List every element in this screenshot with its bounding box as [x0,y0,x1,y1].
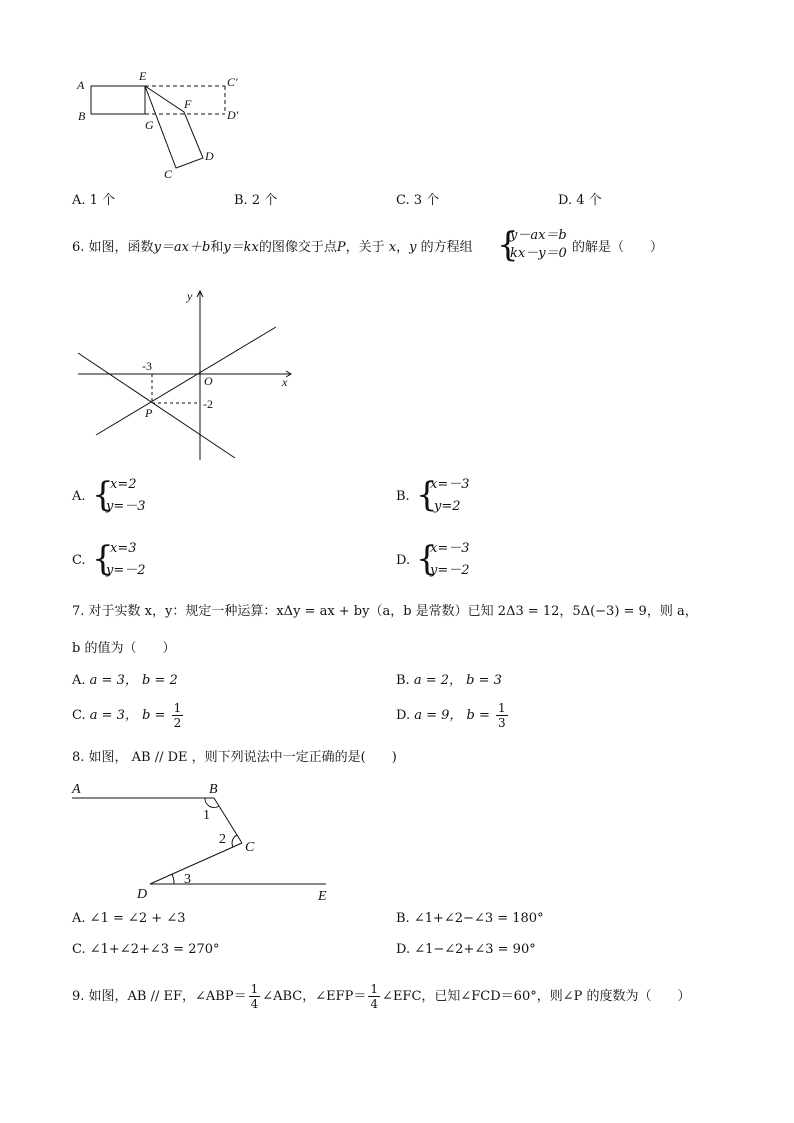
q9-stem-post: ∠EFC，已知∠FCD＝60°，则∠P 的度数为（ ） [382,989,691,1004]
q9-fraction-2-numerator: 1 [370,982,379,996]
q6-option-d-brace: { [416,539,438,579]
q7-stem-line2: b 的值为（ ） [72,641,176,656]
q9-fraction-1-denominator: 4 [250,997,259,1011]
q6-system-eq2: kx－y＝0 [510,246,567,261]
q8-option-d-text: ∠1−∠2+∠3 = 90° [414,942,536,957]
q9-stem-mid: ∠ABC，∠EFP＝ [262,989,367,1004]
q6-and: 和 [210,240,224,255]
q8-angle-3-arc [172,874,174,884]
q6-option-d-letter[interactable]: D. [396,553,411,568]
fig5-label-D-prime: D′ [227,108,239,122]
fig5-label-C: C [164,167,173,181]
q8-option-b-text: ∠1+∠2−∠3 = 180° [413,911,544,926]
q8-option-b-letter: B. [396,911,410,926]
fig5-label-B: B [78,109,86,123]
q8-label-A: A [72,782,81,797]
q5-option-b-letter: B. [234,193,248,208]
q8-label-D: D [137,887,148,902]
q6-tick-x: -3 [142,359,152,373]
q8-label-C: C [245,840,255,855]
q9-fraction-1 [249,982,261,1011]
q6-label-p: P [145,406,153,420]
q8-label-angle-1: 1 [203,808,210,823]
q9-fraction-2 [368,982,380,1011]
q8-label-E: E [318,889,327,904]
q6-option-a-brace: { [92,475,114,515]
q8-option-a-letter: A. [72,911,86,926]
q6-option-c-line2: y=－2 [106,563,146,578]
q8-option-a[interactable] [72,911,185,927]
q7-option-d-text: a = 9， b = [414,708,490,723]
q6-stem-a: 如图，函数 [88,240,154,255]
q7-option-a-text: a = 3， b = 2 [89,673,178,688]
q9-fraction-2-denominator: 4 [370,997,379,1011]
q7-option-b-letter: B. [396,673,410,688]
q8-option-c-text: ∠1+∠2+∠3 = 270° [89,942,220,957]
fig5-label-E: E [139,69,147,83]
q6-function-1: y＝ax＋b [153,240,211,255]
q6-system-eq1: y－ax＝b [510,228,567,243]
q5-option-a-text: 1 个 [89,193,116,208]
q8-stem: 8. 如图， AB // DE ，则下列说法中一定正确的是( ) [72,750,397,765]
q6-var-y: y [409,240,417,255]
q5-option-b-text: 2 个 [251,193,278,208]
q6-option-a-line1: x=2 [110,477,137,492]
q8-label-angle-2: 2 [219,832,226,847]
q9-stem [72,981,691,1013]
q6-stem-c: ，关于 [345,240,385,255]
q6-label-y: y [187,289,193,303]
q6-option-a-line2: y=－3 [106,499,146,514]
q9-fraction-1-numerator: 1 [250,982,259,996]
fig5-label-A: A [77,78,85,92]
q5-option-d-letter: D. [558,193,573,208]
q8-option-c-letter: C. [72,942,86,957]
q6-option-c-letter[interactable]: C. [72,553,86,568]
q8-label-B: B [209,782,218,797]
q8-label-angle-3: 3 [184,872,191,887]
q6-label-origin: O [204,374,213,388]
q9-stem-pre: 9. 如图，AB // EF，∠ABP＝ [72,989,247,1004]
q5-option-d-text: 4 个 [576,193,602,208]
fig5-label-C-prime: C′ [227,75,238,89]
q7-option-a-letter: A. [72,673,86,688]
q6-option-c-brace: { [92,539,114,579]
q8-option-d[interactable] [396,942,536,958]
fig5-label-G: G [145,118,154,132]
q8-option-c[interactable] [72,942,220,958]
q6-stem-d: 的方程组 [420,240,473,255]
q5-option-a-letter: A. [72,193,86,208]
q5-option-c-letter: C. [396,193,410,208]
q7-option-d-letter: D. [396,708,411,723]
q8-option-d-letter: D. [396,942,411,957]
q8-option-b[interactable] [396,911,544,927]
q7-option-c-text: a = 3， b = [89,708,166,723]
q6-option-b-brace: { [416,475,438,515]
q6-var-x: x [388,240,397,255]
fig5-label-F: F [184,97,192,111]
q6-option-b-letter[interactable]: B. [396,489,410,504]
q6-number: 6. [72,240,85,255]
q6-point-p: P [336,240,346,255]
q6-option-b-line2: y=2 [434,499,461,514]
q6-stem-b: 的图像交于点 [258,240,337,255]
q6-option-d-line1: x=－3 [430,541,470,556]
fig5-label-D: D [205,149,214,163]
q6-comma: ， [396,240,410,255]
q7-option-d-numerator: 1 [498,701,506,715]
q8-line-cd [150,843,242,884]
q7-option-c-denominator: 2 [173,716,182,730]
q6-system-brace: { [497,225,519,265]
q6-label-x: x [282,375,288,389]
q6-stem-end: 的解是（ ） [572,240,664,255]
q5-option-c-text: 3 个 [413,193,440,208]
q7-option-c-letter: C. [72,708,86,723]
q7-option-c-numerator: 1 [173,701,182,715]
q6-option-c-line1: x=3 [110,541,137,556]
q7-option-d-denominator: 3 [498,716,506,730]
q6-option-a-letter[interactable]: A. [72,489,86,504]
q8-option-a-text: ∠1 = ∠2 + ∠3 [89,911,186,926]
q6-function-2: y＝kx [223,240,259,255]
q6-tick-y: -2 [203,397,213,411]
q7-option-b-text: a = 2， b = 3 [413,673,502,688]
q6-option-d-line2: y=－2 [430,563,470,578]
q6-option-b-line1: x=－3 [430,477,470,492]
q7-stem-line1: 7. 对于实数 x，y：规定一种运算：xΔy = ax + by（a，b 是常数）已知 2Δ3 = 12，5Δ(−3) = 9，则 a， [72,604,698,619]
